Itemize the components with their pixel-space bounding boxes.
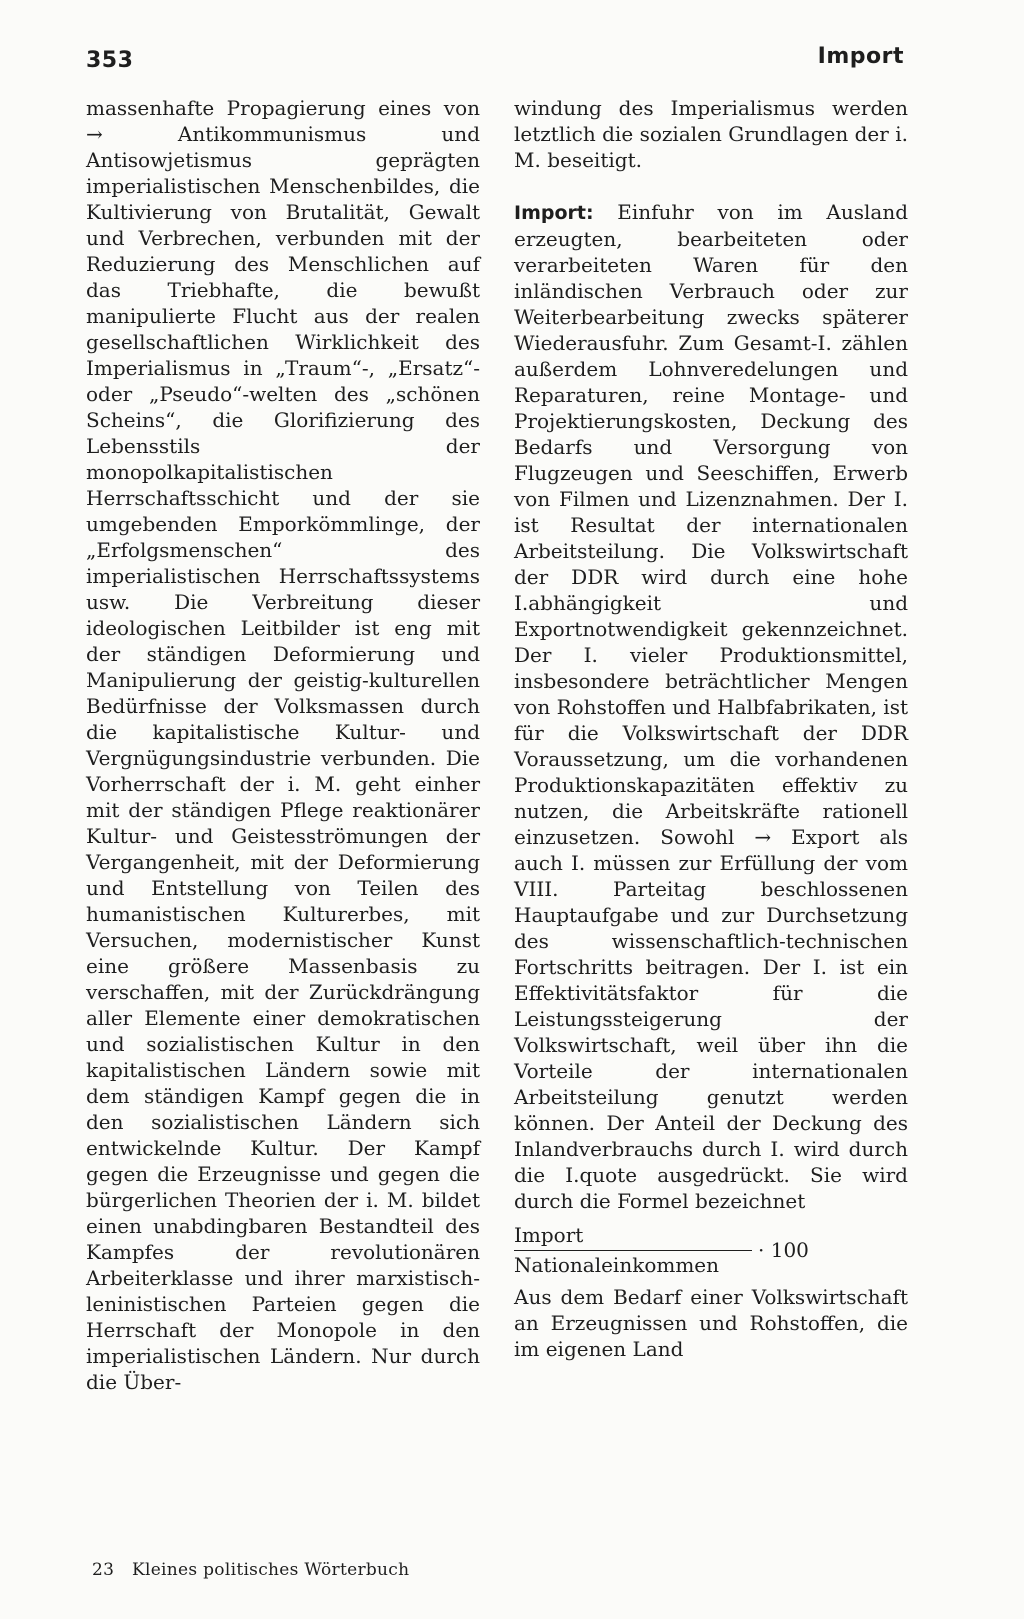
footer (92, 1560, 409, 1580)
entry-body: Einfuhr von im Ausland erzeugten, bearbeiteten oder verarbeiteten Waren für den inländischen Verbrauch oder zur Weiterbearbeitung zwecks späterer Wiederausfuhr. Zum Gesamt-I. zählen außerdem Lohnveredelungen und Reparaturen, reine Montage- und Projektierungskosten, Deckung des Bedarfs und Versorgung von Flugzeugen und Seeschiffen, Erwerb von Filmen und Lizenznahmen. Der I. ist Resultat der internationalen Arbeitsteilung. Die Volkswirtschaft der DDR wird durch eine hohe I.abhängigkeit und Exportnotwendigkeit gekennzeichnet. Der I. vieler Produktionsmittel, insbesondere beträchtlicher Mengen von Rohstoffen und Halbfabrikaten, ist für die Volkswirtschaft der DDR Voraussetzung, um die vorhandenen Produktionskapazitäten effektiv zu nutzen, die Arbeitskräfte rationell einzusetzen. Sowohl → Export als auch I. müssen zur Erfüllung der vom VIII. Parteitag beschlossenen Hauptaufgabe und zur Durchsetzung des wissenschaftlich-technischen Fortschritts beitragen. Der I. ist ein Effektivitätsfaktor für die Leistungssteigerung der Volkswirtschaft, weil über ihn die Vorteile der internationalen Arbeitsteilung genutzt werden können. Der Anteil der Deckung des Inlandverbrauchs durch I. wird durch die I.quote ausgedrückt. Sie wird durch die Formel bezeichnet (514, 200, 908, 1213)
left-column-text: massenhafte Propagierung eines von → Antikommunismus und Antisowjetismus geprägten imperialistischen Menschenbildes, die Kultivierung von Brutalität, Gewalt und Verbrechen, verbunden mit der Reduzierung des Menschlichen auf das Triebhafte, die bewußt manipulierte Flucht aus der realen gesellschaftlichen Wirklichkeit des Imperialismus in „Traum“-, „Ersatz“- oder „Pseudo“-welten des „schönen Scheins“, die Glorifizierung des Lebensstils der monopolkapitalistischen Herrschaftsschicht und der sie umgebenden Emporkömmlinge, der „Erfolgsmenschen“ des imperialistischen Herrschaftssystems usw. Die Verbreitung dieser ideologischen Leitbilder ist eng mit der ständigen Deformierung und Manipulierung der geistig-kulturellen Bedürfnisse der Volksmassen durch die kapitalistische Kultur- und Vergnügungsindustrie verbunden. Die Vorherrschaft der i. M. geht einher mit der ständigen Pflege reaktionärer Kultur- und Geistesströmungen der Vergangenheit, mit der Deformierung und Entstellung von Teilen des humanistischen Kulturerbes, mit Versuchen, modernistischer Kunst eine größere Massenbasis zu verschaffen, mit der Zurückdrängung aller Elemente einer demokratischen und sozialistischen Kultur in den kapitalistischen Ländern sowie mit dem ständigen Kampf gegen die in den sozialistischen Ländern sich entwickelnde Kultur. Der Kampf gegen die Erzeugnisse und gegen die bürgerlichen Theorien der i. M. bildet einen unabdingbaren Bestandteil des Kampfes der revolutionären Arbeiterklasse und ihrer marxistisch-leninistischen Parteien gegen die Herrschaft der Monopole in den imperialistischen Ländern. Nur durch die Über- (86, 96, 480, 1394)
formula-fraction (514, 1222, 752, 1278)
signature-mark: 23 (92, 1560, 115, 1580)
book-title: Kleines politisches Wörterbuch (131, 1560, 410, 1580)
formula-numerator: Import (514, 1222, 752, 1251)
formula (514, 1222, 908, 1278)
formula-denominator: Nationaleinkommen (514, 1253, 720, 1277)
entry-import (514, 199, 908, 1214)
entry-after-formula: Aus dem Bedarf einer Volkswirtschaft an Erzeugnissen und Rohstoffen, die im eigenen Land (514, 1285, 908, 1361)
running-head: Import (817, 44, 904, 69)
left-column (86, 95, 480, 1395)
right-column (514, 95, 908, 1362)
continuation-text: windung des Imperialismus werden letztlich die sozialen Grundlagen der i. M. beseitigt. (514, 96, 908, 172)
entry-lemma: Import: (514, 202, 594, 224)
page-number: 353 (86, 48, 134, 73)
formula-multiplier: · 100 (758, 1238, 809, 1262)
